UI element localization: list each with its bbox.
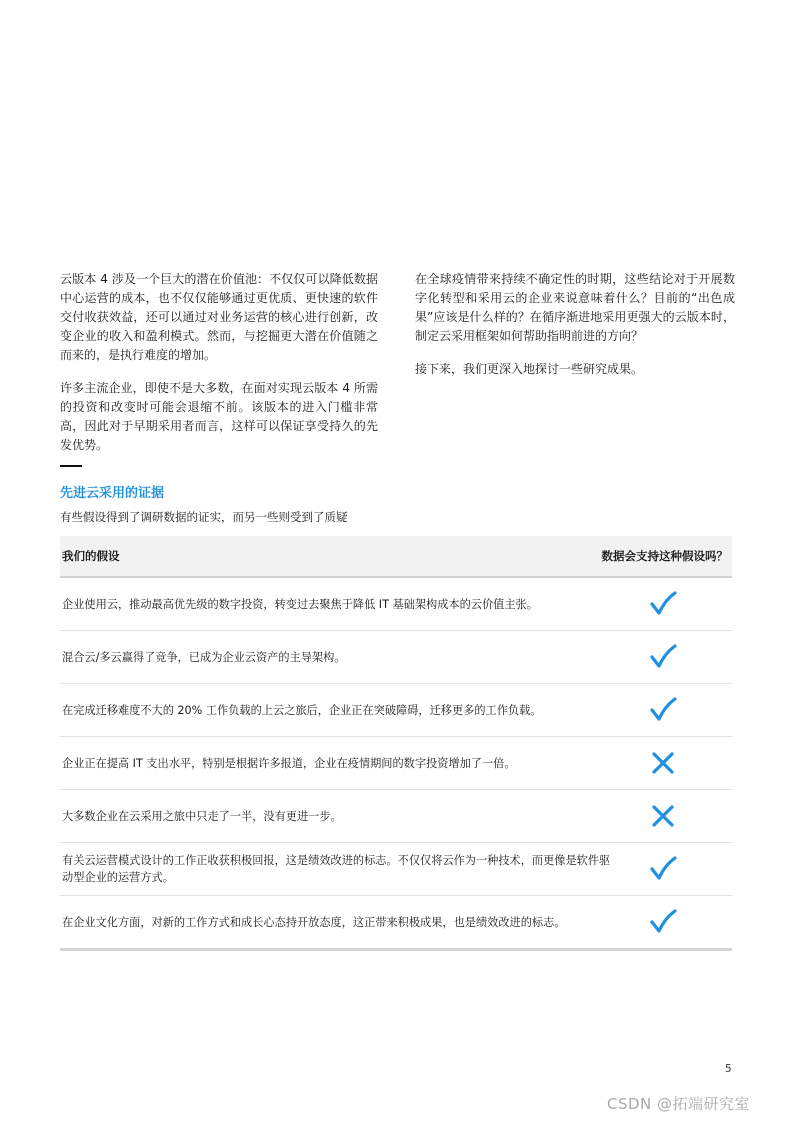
watermark: CSDN @拓端研究室 [607,1095,751,1113]
table-row [60,684,732,737]
check-icon [648,642,678,672]
section-divider [60,465,82,467]
table-row [60,578,732,631]
check-icon [648,589,678,619]
paragraph: 在全球疫情带来持续不确定性的时期，这些结论对于开展数字化转型和采用云的企业来说意味着什么？目前的“出色成果”应该是什么样的？在循序渐进地采用更强大的云版本时，制定云采用框架如何帮助指明前进的方向？ [415,272,735,343]
check-icon [648,907,678,937]
paragraph: 许多主流企业，即使不是大多数，在面对实现云版本 4 所需的投资和改变时可能会退缩不前。该版本的进入门槛非常高，因此对于早期采用者而言，这样可以保证享受持久的先发优势。 [60,381,378,452]
table-row [60,843,732,896]
table-row [60,737,732,790]
hypothesis-text: 在完成迁移难度不大的 20% 工作负载的上云之旅后，企业正在突破障碍，迁移更多的工作负载。 [62,703,542,717]
header-data-support: 数据会支持这种假设吗？ [601,549,728,563]
hypothesis-text: 大多数企业在云采用之旅中只走了一半，没有更进一步。 [62,809,342,823]
table-row [60,790,732,843]
left-column [60,270,378,469]
table-row [60,896,732,951]
cross-icon [648,748,678,778]
check-icon [648,854,678,884]
hypothesis-text: 有关云运营模式设计的工作正收获积极回报，这是绩效改进的标志。不仅仅将云作为一种技术，而更像是软件驱动型企业的运营方式。 [62,854,611,884]
section-subtitle: 有些假设得到了调研数据的证实，而另一些则受到了质疑 [60,510,348,524]
table-row [60,631,732,684]
hypothesis-text: 混合云/多云赢得了竞争，已成为企业云资产的主导架构。 [62,650,346,664]
hypothesis-text: 在企业文化方面，对新的工作方式和成长心态持开放态度，这正带来积极成果，也是绩效改进的标志。 [62,915,566,929]
header-hypothesis: 我们的假设 [62,549,120,563]
paragraph: 云版本 4 涉及一个巨大的潜在价值池：不仅仅可以降低数据中心运营的成本，也不仅仅能够通过更优质、更快速的软件交付收获效益，还可以通过对业务运营的核心进行创新，改变企业的收入和盈利模式。然而，与挖掘更大潜在价值随之而来的，是执行难度的增加。 [60,272,378,362]
cross-icon [648,801,678,831]
hypothesis-text: 企业使用云，推动最高优先级的数字投资，转变过去聚焦于降低 IT 基础架构成本的云价值主张。 [62,597,538,611]
hypothesis-text: 企业正在提高 IT 支出水平，特别是根据许多报道，企业在疫情期间的数字投资增加了一倍。 [62,756,516,770]
section-title: 先进云采用的证据 [60,486,165,501]
right-column [415,270,735,393]
paragraph: 接下来，我们更深入地探讨一些研究成果。 [415,362,644,376]
page-number: 5 [725,1063,732,1075]
table-header [60,536,732,578]
check-icon [648,695,678,725]
hypothesis-table [60,536,732,951]
